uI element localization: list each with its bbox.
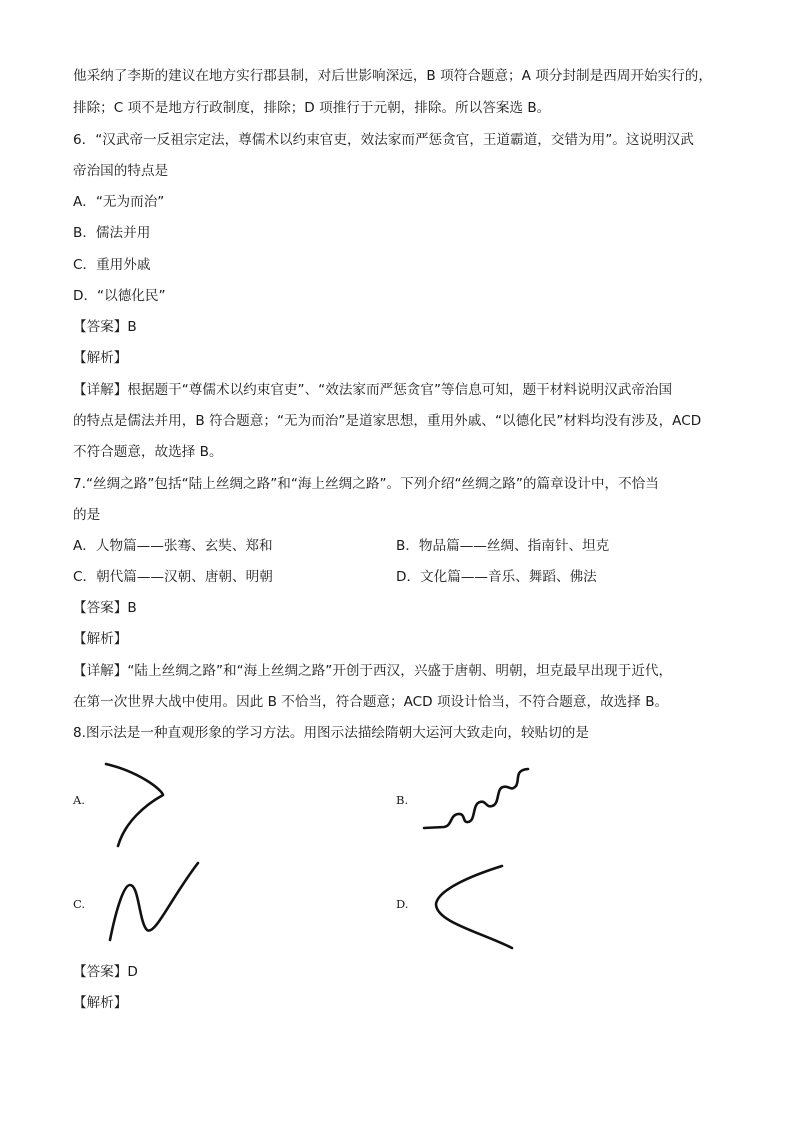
q7-analysis-heading: 【解析】 [73,631,128,647]
q8-curve-a [100,760,170,850]
q7-option-a: A．人物篇——张骞、玄奘、郑和 [73,538,273,554]
q8-label-d: D. [396,897,409,911]
q6-answer: 【答案】B [73,319,137,335]
q7-stem-line-1: 7.“丝绸之路”包括“陆上丝绸之路”和“海上丝绸之路”。下列介绍“丝绸之路”的篇章设计中，不恰当 [73,476,659,492]
q6-stem-line-1: 6．“汉武帝一反祖宗定法，尊儒术以约束官吏，效法家而严惩贪官，王道霸道，交错为用”。这说明汉武 [73,132,694,148]
q6-option-a: A．“无为而治” [73,194,165,210]
q7-answer: 【答案】B [73,600,137,616]
q7-option-b: B．物品篇——丝绸、指南针、坦克 [396,538,610,554]
q7-stem-line-2: 的是 [73,507,101,523]
q8-curve-d [430,862,520,952]
q7-detail-line-1: 【详解】“陆上丝绸之路”和“海上丝绸之路”开创于西汉，兴盛于唐朝、明朝，坦克最早出现于近代， [73,663,673,679]
q8-curve-b [420,762,535,834]
q6-detail-line-1: 【详解】根据题干“尊儒术以约束官吏”、“效法家而严惩贪官”等信息可知，题干材料说明汉武帝治国 [73,382,673,398]
q6-option-c: C．重用外戚 [73,257,151,273]
q6-analysis-heading: 【解析】 [73,350,128,366]
q6-option-b: B．儒法并用 [73,225,151,241]
q8-answer: 【答案】D [73,964,138,980]
q8-label-c: C. [73,897,86,911]
q8-analysis-heading: 【解析】 [73,995,128,1011]
q7-option-d: D．文化篇——音乐、舞蹈、佛法 [396,569,597,585]
intro-line-1: 他采纳了李斯的建议在地方实行郡县制，对后世影响深远，B 项符合题意；A 项分封制是西周开始实行的， [73,68,712,84]
q7-option-c: C．朝代篇——汉朝、唐朝、明朝 [73,569,273,585]
intro-line-2: 排除；C 项不是地方行政制度，排除；D 项推行于元朝，排除。所以答案选 B。 [73,100,551,116]
q6-detail-line-3: 不符合题意，故选择 B。 [73,444,223,460]
q6-stem-line-2: 帝治国的特点是 [73,163,169,179]
q7-detail-line-2: 在第一次世界大战中使用。因此 B 不恰当，符合题意；ACD 项设计恰当，不符合题意，故选择 B。 [73,694,669,710]
q8-curve-c [105,860,205,945]
q8-label-a: A. [73,793,85,807]
q8-stem: 8.图示法是一种直观形象的学习方法。用图示法描绘隋朝大运河大致走向，较贴切的是 [73,725,589,741]
q6-option-d: D．“以德化民” [73,288,166,304]
q6-detail-line-2: 的特点是儒法并用，B 符合题意；“无为而治”是道家思想，重用外戚、“以德化民”材料均没有涉及，ACD [73,413,702,429]
q8-label-b: B. [396,793,409,807]
